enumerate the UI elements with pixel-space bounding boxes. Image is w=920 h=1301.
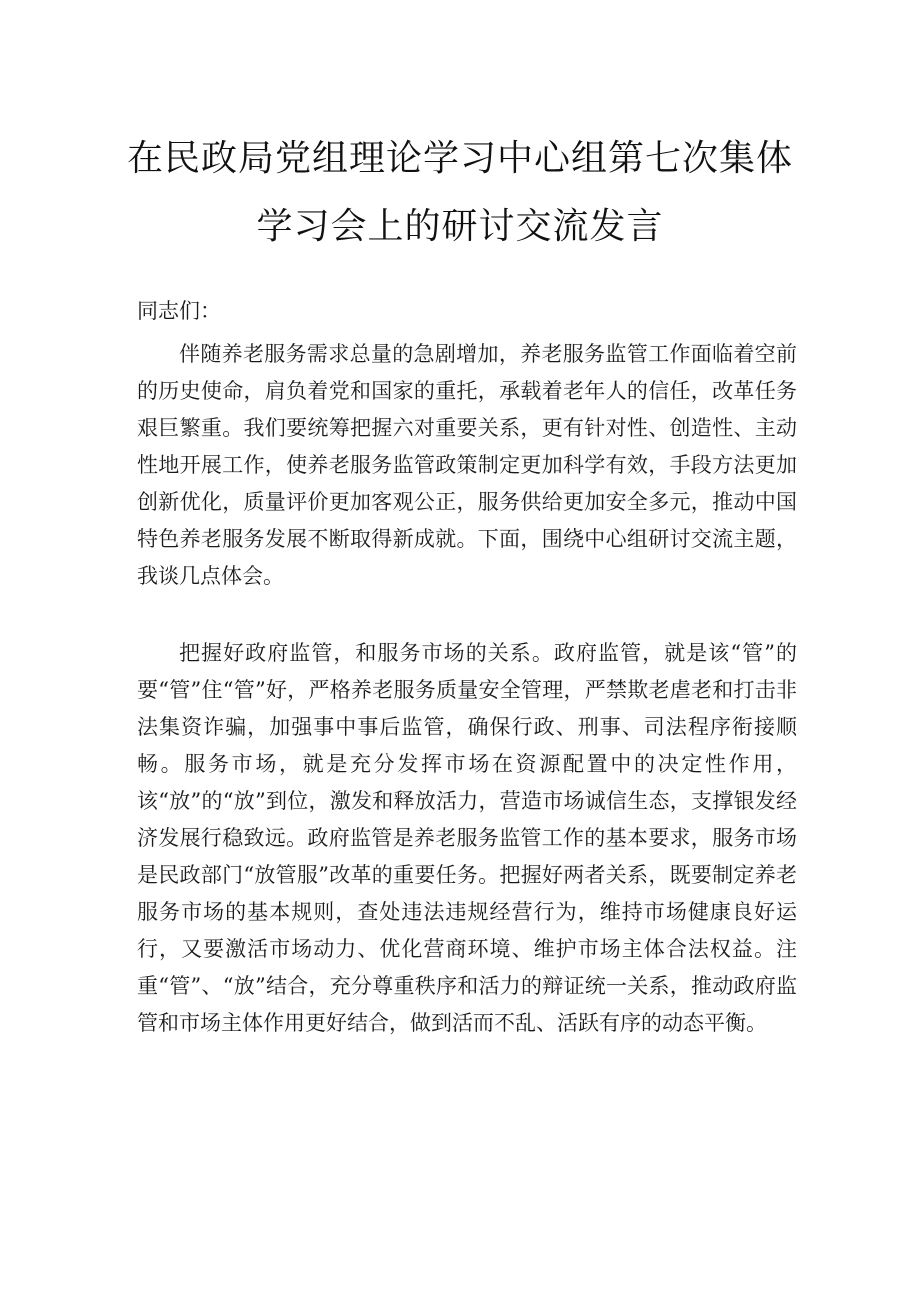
paragraph-1: 伴随养老服务需求总量的急剧增加，养老服务监管工作面临着空前的历史使命，肩负着党和国家的重托，承载着老年人的信任，改革任务艰巨繁重。我们要统筹把握六对重要关系，更有针对性、创造性、主动性地开展工作，使养老服务监管政策制定更加科学有效，手段方法更加创新优化，质量评价更加客观公正，服务供给更加安全多元，推动中国特色养老服务发展不断取得新成就。下面，围绕中心组研讨交流主题，我谈几点体会。	[137, 342, 797, 588]
document-title-line-1: 在民政局党组理论学习中心组第七次集体	[126, 138, 793, 179]
salutation: 同志们：	[137, 299, 221, 323]
document-title-line-2: 学习会上的研讨交流发言	[256, 206, 664, 247]
paragraph-2: 把握好政府监管，和服务市场的关系。政府监管，就是该“管”的要“管”住“管”好，严格养老服务质量安全管理，严禁欺老虐老和打击非法集资诈骗，加强事中事后监管，确保行政、刑事、司法程序衔接顺畅。服务市场，就是充分发挥市场在资源配置中的决定性作用，该“放”的“放”到位，激发和释放活力，营造市场诚信生态，支撑银发经济发展行稳致远。政府监管是养老服务监管工作的基本要求，服务市场是民政部门“放管服”改革的重要任务。把握好两者关系，既要制定养老服务市场的基本规则，查处违法违规经营行为，维持市场健康良好运行，又要激活市场动力、优化营商环境、维护市场主体合法权益。注重“管”、“放”结合，充分尊重秩序和活力的辩证统一关系，推动政府监管和市场主体作用更好结合，做到活而不乱、活跃有序的动态平衡。	[137, 641, 797, 1035]
